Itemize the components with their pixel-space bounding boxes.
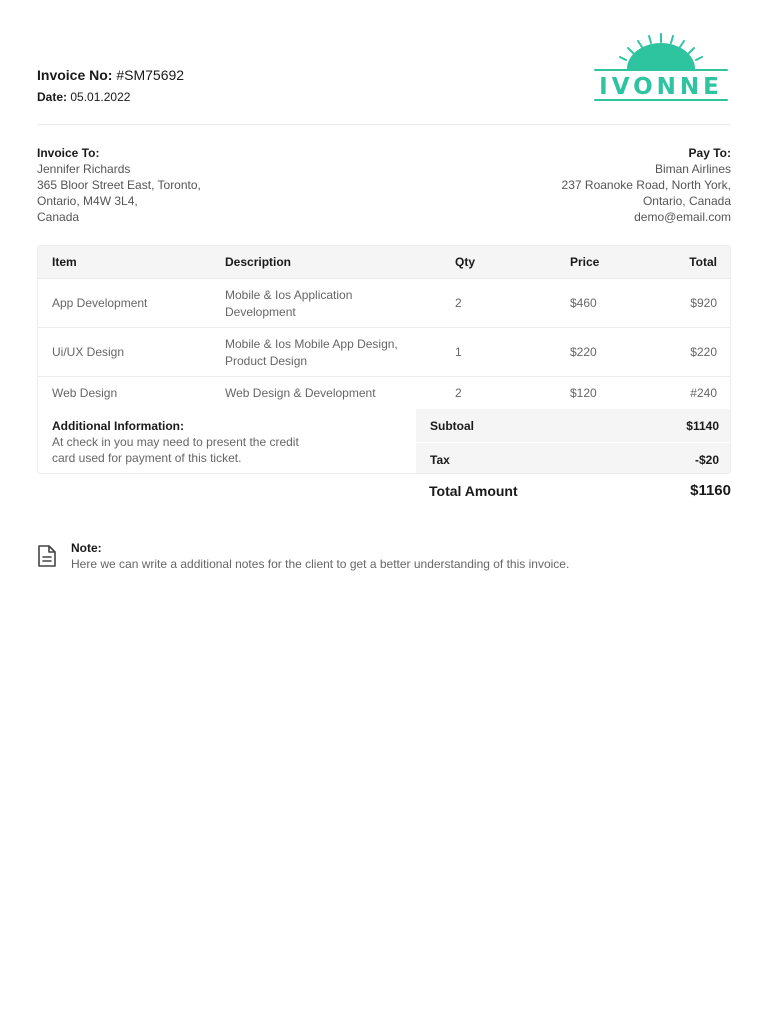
pay-to-address-2: Ontario, Canada [642,194,731,208]
row-price: $460 [570,296,597,310]
invoice-items-table [37,245,731,474]
row-description-line-1: Mobile & Ios Application [225,288,353,302]
header-description: Description [225,255,292,269]
brand-logo [591,30,731,102]
note-section [37,540,731,576]
invoice-number [37,67,184,83]
row-description [225,287,435,321]
invoice-header [37,30,731,124]
row-item: App Development [52,296,148,310]
row-total: $220 [690,345,717,359]
invoice-date-value: 05.01.2022 [70,90,131,104]
summary-box [416,409,731,474]
row-description: Web Design & Development [225,386,376,400]
tax-row [416,442,731,474]
pay-to-address-1: 237 Roanoke Road, North York, [561,178,731,192]
invoice-date-label: Date: [37,90,68,104]
pay-to-name: Biman Airlines [654,162,731,176]
table-row [38,376,730,409]
document-icon [37,544,57,568]
row-price: $220 [570,345,597,359]
invoice-to-name: Jennifer Richards [37,162,131,176]
invoice-number-value: #SM75692 [116,67,185,83]
row-qty: 2 [455,386,462,400]
total-amount-label: Total Amount [429,483,518,499]
row-description-line-2: Product Design [225,354,308,368]
header-price: Price [570,255,600,269]
note-title: Note: [71,541,102,555]
row-item: Web Design [52,386,118,400]
invoice-date [37,90,130,104]
additional-information [52,418,352,466]
row-qty: 1 [455,345,462,359]
pay-to-label: Pay To: [688,146,731,160]
row-price: $120 [570,386,597,400]
tax-value: -$20 [694,453,719,467]
tax-label: Tax [430,453,450,467]
invoice-to-address-2: Ontario, M4W 3L4, [37,194,138,208]
row-total: $920 [690,296,717,310]
invoice-to-block [37,145,297,225]
note-text: Here we can write a additional notes for the client to get a better understanding of this invoice. [71,557,570,571]
row-description-line-1: Mobile & Ios Mobile App Design, [225,337,398,351]
row-total: #240 [690,386,717,400]
row-qty: 2 [455,296,462,310]
invoice-to-label: Invoice To: [37,146,100,160]
header-item: Item [52,255,77,269]
row-description [225,336,435,370]
invoice-to-address-1: 365 Bloor Street East, Toronto, [37,178,201,192]
header-qty: Qty [455,255,476,269]
total-amount-row [415,480,731,502]
header-divider [37,124,731,125]
subtotal-value: $1140 [686,419,719,433]
additional-information-line-1: At check in you may need to present the credit [52,435,299,449]
additional-information-label: Additional Information: [52,419,184,433]
pay-to-email[interactable]: demo@email.com [634,210,731,224]
row-description-line-2: Development [225,305,296,319]
additional-information-line-2: card used for payment of this ticket. [52,451,242,465]
brand-logo-text: IVONNE [599,74,723,100]
invoice-number-label: Invoice No: [37,67,113,83]
subtotal-row [416,409,731,442]
row-item: Ui/UX Design [52,345,125,359]
table-row [38,278,730,327]
total-amount-value: $1160 [690,482,731,499]
subtotal-label: Subtoal [430,419,474,433]
header-total: Total [689,255,717,269]
invoice-to-country: Canada [37,210,80,224]
pay-to-block [471,145,731,225]
table-row [38,327,730,376]
table-header [38,246,730,278]
